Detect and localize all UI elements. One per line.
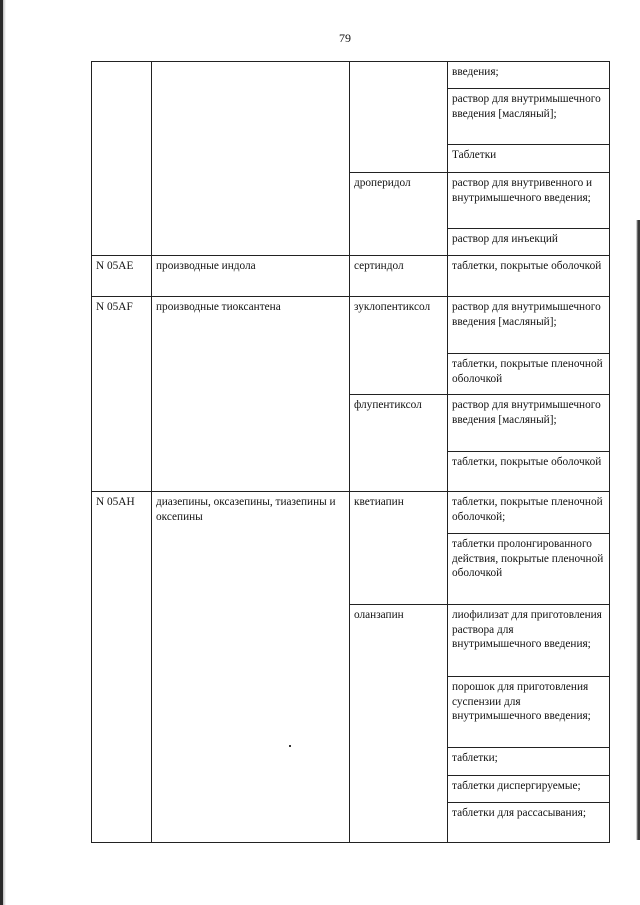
dosage-form-cell: лиофилизат для приготовления раствора для внутримышечного введения;	[448, 605, 610, 677]
group-cell: производные индола	[152, 256, 350, 297]
dosage-form-cell: таблетки, покрытые пленочной оболочкой;	[448, 492, 610, 534]
atc-code-cell	[92, 62, 152, 256]
drug-cell: зуклопентиксол	[350, 297, 448, 395]
drug-cell	[350, 62, 448, 173]
group-cell: диазепины, оксазепины, тиазепины и оксепины	[152, 492, 350, 843]
group-cell: производные тиоксантена	[152, 297, 350, 492]
dosage-form-cell: порошок для приготовления суспензии для внутримышечного введения;	[448, 677, 610, 748]
dosage-form-cell: введения;	[448, 62, 610, 89]
dosage-form-cell: таблетки для рассасывания;	[448, 803, 610, 843]
scan-speck	[289, 745, 291, 747]
dosage-form-cell: раствор для внутривенного и внутримышечного введения;	[448, 173, 610, 229]
dosage-form-cell: раствор для внутримышечного введения [масляный];	[448, 89, 610, 145]
table-row	[92, 62, 610, 89]
drug-cell: сертиндол	[350, 256, 448, 297]
dosage-form-cell: таблетки диспергируемые;	[448, 776, 610, 803]
atc-code-cell: N 05AH	[92, 492, 152, 843]
drug-cell: кветиапин	[350, 492, 448, 605]
dosage-form-cell: раствор для внутримышечного введения [масляный];	[448, 297, 610, 354]
scan-edge-left	[0, 0, 6, 905]
drug-cell: оланзапин	[350, 605, 448, 843]
dosage-form-cell: Таблетки	[448, 145, 610, 173]
dosage-form-cell: таблетки, покрытые оболочкой	[448, 452, 610, 492]
group-cell	[152, 62, 350, 256]
drug-cell: дроперидол	[350, 173, 448, 256]
dosage-form-cell: раствор для внутримышечного введения [масляный];	[448, 395, 610, 452]
dosage-form-cell: таблетки, покрытые пленочной оболочкой	[448, 354, 610, 395]
dosage-form-cell: раствор для инъекций	[448, 229, 610, 256]
drug-cell: флупентиксол	[350, 395, 448, 492]
dosage-form-cell: таблетки;	[448, 748, 610, 776]
dosage-form-cell: таблетки пролонгированного действия, покрытые пленочной оболочкой	[448, 534, 610, 605]
table-row	[92, 256, 610, 297]
drug-table	[91, 61, 610, 843]
table-row	[92, 297, 610, 354]
table-row	[92, 492, 610, 534]
scan-edge-right	[636, 220, 640, 840]
atc-code-cell: N 05AE	[92, 256, 152, 297]
page-number: 79	[339, 31, 351, 45]
atc-code-cell: N 05AF	[92, 297, 152, 492]
dosage-form-cell: таблетки, покрытые оболочкой	[448, 256, 610, 297]
